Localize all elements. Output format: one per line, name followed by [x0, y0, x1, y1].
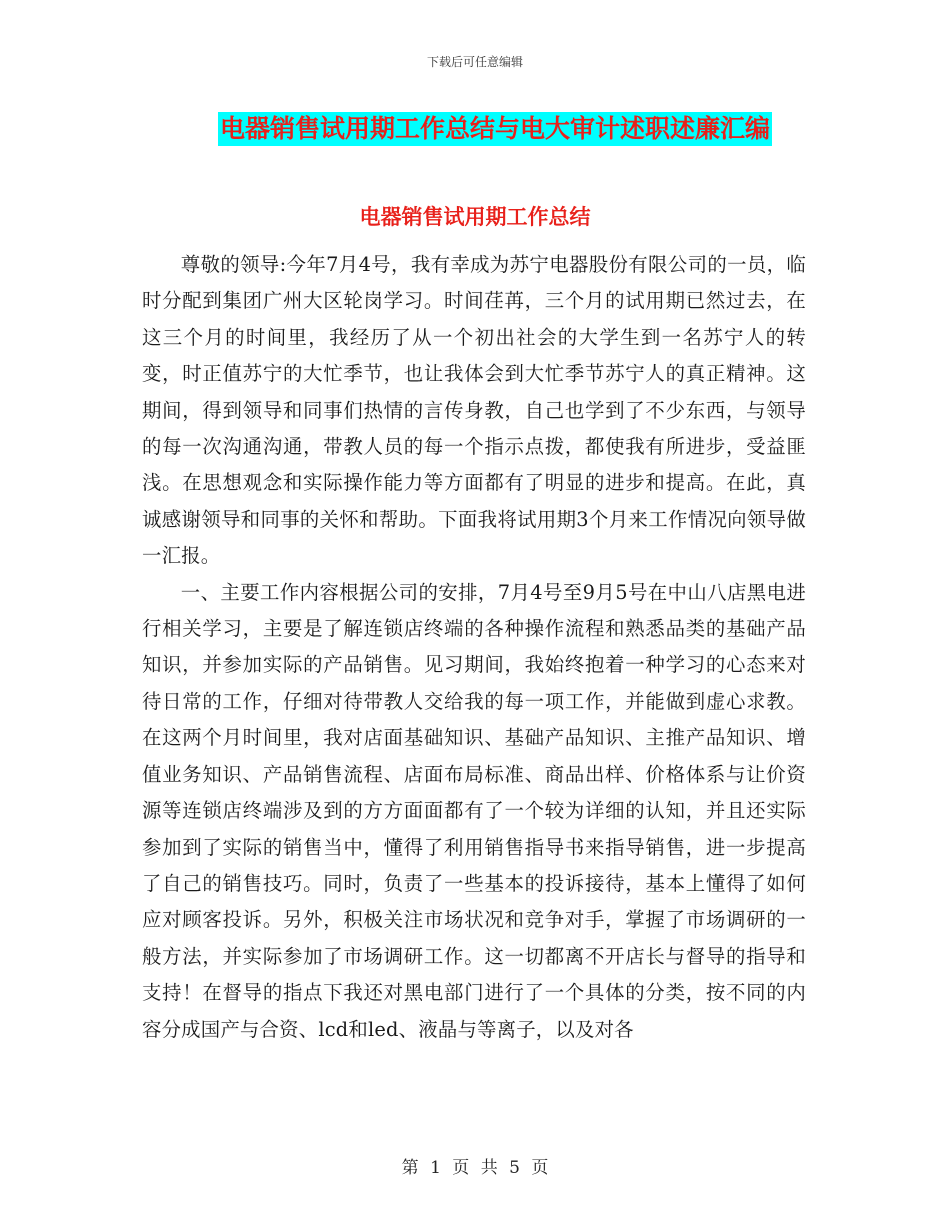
section-title: 电器销售试用期工作总结: [359, 205, 591, 229]
page-footer: 第 1 页 共 5 页: [401, 1158, 549, 1178]
header-note: 下载后可任意编辑: [426, 55, 523, 69]
paragraph-main-work: 一、主要工作内容根据公司的安排，7月4号至9月5号在中山八店黑电进行相关学习，主要是了解连锁店终端的各种操作流程和熟悉品类的基础产品知识，并参加实际的产品销售。见习期间，我始终抱着一种学习的心态来对待日常的工作，仔细对待带教人交给我的每一项工作，并能做到虚心求教。在这两个月时间里，我对店面基础知识、基础产品知识、主推产品知识、增值业务知识、产品销售流程、店面布局标准、商品出样、价格体系与让价资源等连锁店终端涉及到的方方面面都有了一个较为详细的认知，并且还实际参加到了实际的销售当中，懂得了利用销售指导书来指导销售，进一步提高了自己的销售技巧。同时，负责了一些基本的投诉接待，基本上懂得了如何应对顾客投诉。另外，积极关注市场状况和竞争对手，掌握了市场调研的一般方法，并实际参加了市场调研工作。这一切都离不开店长与督导的指导和支持！在督导的指点下我还对黑电部门进行了一个具体的分类，按不同的内容分成国产与合资、lcd和led、液晶与等离子，以及对各: [142, 580, 806, 1041]
document-body: [142, 247, 806, 1048]
paragraph-intro: 尊敬的领导:今年7月4号，我有幸成为苏宁电器股份有限公司的一员，临时分配到集团广州大区轮岗学习。时间荏苒，三个月的试用期已然过去，在这三个月的时间里，我经历了从一个初出社会的大学生到一名苏宁人的转变，时正值苏宁的大忙季节，也让我体会到大忙季节苏宁人的真正精神。这期间，得到领导和同事们热情的言传身教，自己也学到了不少东西，与领导的每一次沟通沟通，带教人员的每一个指示点拨，都使我有所进步，受益匪浅。在思想观念和实际操作能力等方面都有了明显的进步和提高。在此，真诚感谢领导和同事的关怀和帮助。下面我将试用期3个月来工作情况向领导做一汇报。: [142, 253, 806, 568]
main-title: 电器销售试用期工作总结与电大审计述职述廉汇编: [218, 112, 772, 146]
main-title-container: [0, 112, 950, 146]
